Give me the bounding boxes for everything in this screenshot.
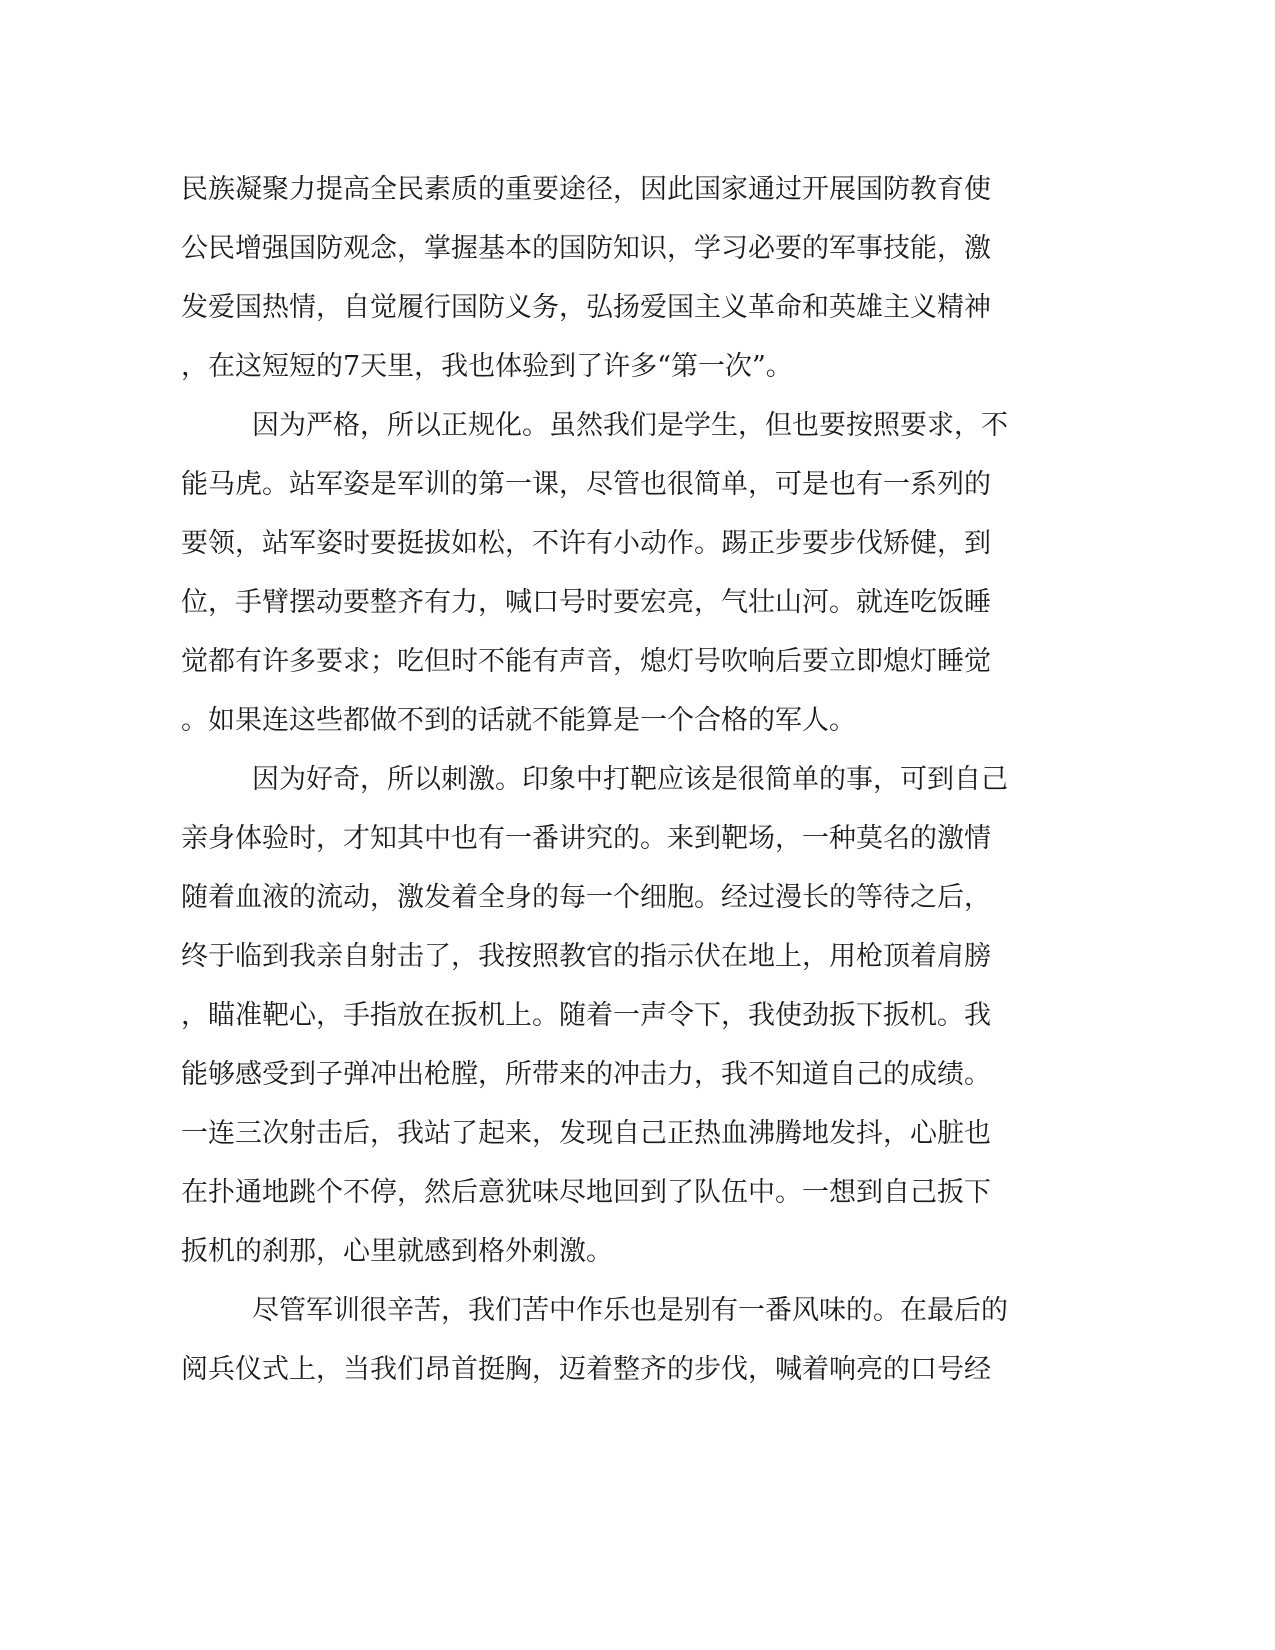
text-line: 能够感受到子弹冲出枪膛，所带来的冲击力，我不知道自己的成绩。 <box>181 1059 991 1090</box>
text-line: 随着血液的流动，激发着全身的每一个细胞。经过漫长的等待之后， <box>181 882 991 913</box>
document-body <box>181 160 1031 1399</box>
text-line: 公民增强国防观念，掌握基本的国防知识，学习必要的军事技能，激 <box>181 233 991 264</box>
paragraph <box>181 396 1031 750</box>
text-line: 民族凝聚力提高全民素质的重要途径，因此国家通过开展国防教育使 <box>181 174 991 205</box>
text-line: 因为严格，所以正规化。虽然我们是学生，但也要按照要求，不 <box>252 410 1008 441</box>
text-line: 位，手臂摆动要整齐有力，喊口号时要宏亮，气壮山河。就连吃饭睡 <box>181 587 991 618</box>
paragraph <box>181 1281 1031 1399</box>
text-line: 要领，站军姿时要挺拔如松，不许有小动作。踢正步要步伐矫健，到 <box>181 528 991 559</box>
text-line: ，在这短短的7天里，我也体验到了许多“第一次”。 <box>181 351 793 382</box>
text-line: 亲身体验时，才知其中也有一番讲究的。来到靶场，一种莫名的激情 <box>181 823 991 854</box>
text-line: 。如果连这些都做不到的话就不能算是一个合格的军人。 <box>181 705 856 736</box>
paragraph <box>181 160 1031 396</box>
text-line: ，瞄准靶心，手指放在扳机上。随着一声令下，我使劲扳下扳机。我 <box>181 1000 991 1031</box>
text-line: 在扑通地跳个不停，然后意犹味尽地回到了队伍中。一想到自己扳下 <box>181 1177 991 1208</box>
text-line: 觉都有许多要求；吃但时不能有声音，熄灯号吹响后要立即熄灯睡觉 <box>181 646 991 677</box>
text-line: 终于临到我亲自射击了，我按照教官的指示伏在地上，用枪顶着肩膀 <box>181 941 991 972</box>
text-line: 阅兵仪式上，当我们昂首挺胸，迈着整齐的步伐，喊着响亮的口号经 <box>181 1354 991 1385</box>
text-line: 尽管军训很辛苦，我们苦中作乐也是别有一番风味的。在最后的 <box>252 1295 1008 1326</box>
text-line: 能马虎。站军姿是军训的第一课，尽管也很简单，可是也有一系列的 <box>181 469 991 500</box>
paragraph <box>181 750 1031 1281</box>
text-line: 发爱国热情，自觉履行国防义务，弘扬爱国主义革命和英雄主义精神 <box>181 292 991 323</box>
text-line: 扳机的刹那，心里就感到格外刺激。 <box>181 1236 613 1267</box>
text-line: 因为好奇，所以刺激。印象中打靶应该是很简单的事，可到自己 <box>252 764 1008 795</box>
text-line: 一连三次射击后，我站了起来，发现自己正热血沸腾地发抖，心脏也 <box>181 1118 991 1149</box>
